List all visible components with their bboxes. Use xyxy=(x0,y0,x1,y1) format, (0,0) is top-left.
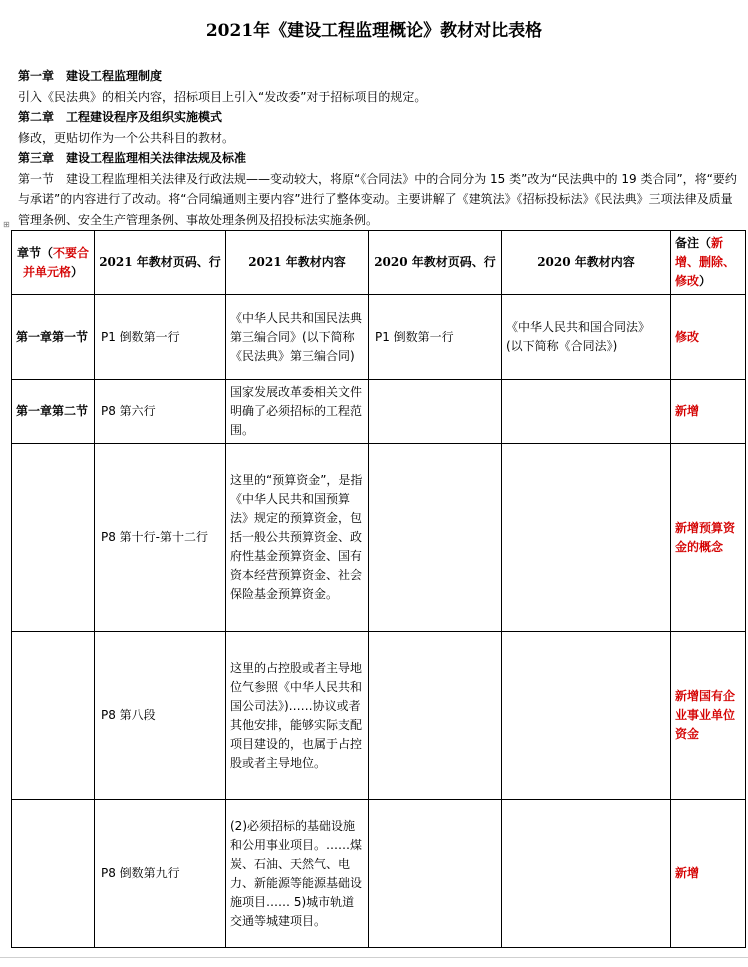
cell-page2020 xyxy=(369,380,502,444)
cell-remark: 新增 xyxy=(671,800,746,948)
cell-chapter: 第一章第一节 xyxy=(12,295,95,380)
cell-content2020 xyxy=(502,632,671,800)
cell-chapter: 第一章第二节 xyxy=(12,380,95,444)
cell-content2021: 这里的占控股或者主导地位气参照《中华人民共和国公司法》)……协议或者其他安排，能够实际支配项目建设的，也属于占控股或者主导地位。 xyxy=(226,632,369,800)
cell-chapter xyxy=(12,444,95,632)
header-page-2021: 2021 年教材页码、行 xyxy=(95,231,226,295)
cell-page2021: P8 第六行 xyxy=(95,380,226,444)
document-title: 2021年《建设工程监理概论》教材对比表格 xyxy=(205,21,543,41)
cell-chapter xyxy=(12,800,95,948)
comparison-table xyxy=(11,230,746,948)
cell-page2021: P8 第十行-第十二行 xyxy=(95,444,226,632)
cell-chapter xyxy=(12,632,95,800)
chapter3-text: 第一节 建设工程监理相关法律及行政法规——变动较大，将原“《合同法》中的合同分为 15 类”改为“民法典中的 19 类合同”，将“要约与承诺”的内容进行了改动。将“合同编通则主要内容”进行了整体变动。主要讲解了《建筑法》《招标投标法》《民法典》三项法律及质量管理条例、安全生产管理条例、事故处理条例及招投标法实施条例。 xyxy=(18,171,737,227)
intro-section xyxy=(18,66,740,230)
chapter3-heading: 第三章 建设工程监理相关法律法规及标准 xyxy=(18,151,247,165)
header-content-2020: 2020 年教材内容 xyxy=(502,231,671,295)
table-row xyxy=(12,444,746,632)
cell-remark: 新增预算资金的概念 xyxy=(671,444,746,632)
chapter1-text: 引入《民法典》的相关内容，招标项目上引入“发改委”对于招标项目的规定。 xyxy=(18,89,427,104)
cell-page2021: P8 倒数第九行 xyxy=(95,800,226,948)
table-row xyxy=(12,800,746,948)
cell-page2021: P1 倒数第一行 xyxy=(95,295,226,380)
cell-page2020 xyxy=(369,632,502,800)
cell-content2021: 这里的“预算资金”，是指《中华人民共和国预算法》规定的预算资金，包括一般公共预算资金、政府性基金预算资金、国有资本经营预算资金、社会保险基金预算资金。 xyxy=(226,444,369,632)
cell-page2020: P1 倒数第一行 xyxy=(369,295,502,380)
header-page-2020: 2020 年教材页码、行 xyxy=(369,231,502,295)
cell-content2021: 国家发展改革委相关文件明确了必须招标的工程范围。 xyxy=(226,380,369,444)
cell-content2021: (2)必须招标的基础设施和公用事业项目。……煤炭、石油、天然气、电力、新能源等能源基础设施项目…… 5)城市轨道交通等城建项目。 xyxy=(226,800,369,948)
header-chapter: 章节（不要合并单元格） xyxy=(12,231,95,295)
cell-content2021: 《中华人民共和国民法典第三编合同》(以下简称《民法典》第三编合同) xyxy=(226,295,369,380)
table-body xyxy=(12,295,746,948)
cell-page2020 xyxy=(369,800,502,948)
table-row xyxy=(12,632,746,800)
cell-remark: 新增国有企业事业单位资金 xyxy=(671,632,746,800)
cell-remark: 修改 xyxy=(671,295,746,380)
cell-remark: 新增 xyxy=(671,380,746,444)
cell-content2020 xyxy=(502,380,671,444)
header-remark: 备注（新增、删除、修改） xyxy=(671,231,746,295)
chapter2-text: 修改，更贴切作为一个公共科目的教材。 xyxy=(18,130,235,145)
table-row xyxy=(12,295,746,380)
table-row xyxy=(12,380,746,444)
chapter1-heading: 第一章 建设工程监理制度 xyxy=(18,69,163,83)
cell-page2021: P8 第八段 xyxy=(95,632,226,800)
cell-page2020 xyxy=(369,444,502,632)
chapter2-heading: 第二章 工程建设程序及组织实施模式 xyxy=(18,110,223,124)
cell-content2020: 《中华人民共和国合同法》(以下简称《合同法》) xyxy=(502,295,671,380)
cell-content2020 xyxy=(502,444,671,632)
cell-content2020 xyxy=(502,800,671,948)
table-move-handle-icon[interactable]: ⊞ xyxy=(3,220,10,229)
header-content-2021: 2021 年教材内容 xyxy=(226,231,369,295)
table-header-row xyxy=(12,231,746,295)
